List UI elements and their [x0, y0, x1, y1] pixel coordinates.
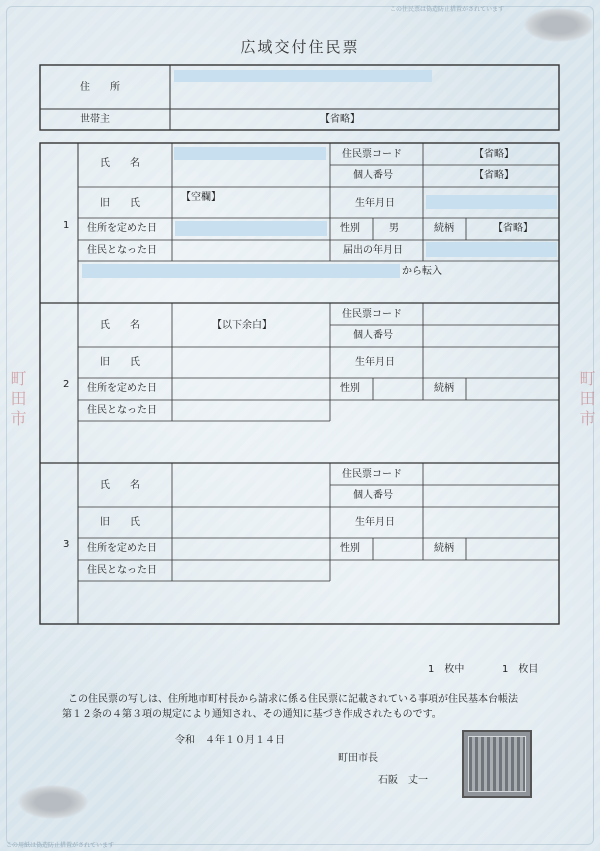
edge-text-bottom: この用紙は偽造防止措置がされています — [6, 842, 115, 849]
record-2-address-date-label: 住所を定めた日 — [87, 383, 157, 394]
record-3-sex-label: 性別 — [340, 543, 360, 554]
edge-text-top: この住民票は偽造防止措置がされています — [390, 6, 505, 13]
address-label: 住 所 — [80, 82, 120, 93]
record-1-sex-value: 男 — [389, 223, 399, 234]
record-1-became-resident-label: 住民となった日 — [87, 245, 157, 256]
document-title: 広域交付住民票 — [240, 38, 360, 56]
record-1-birth-date-label: 生年月日 — [355, 198, 395, 209]
issue-date: 令和 ４年１０月１４日 — [175, 735, 285, 746]
record-2-birth-date-label: 生年月日 — [355, 357, 395, 368]
record-1-relationship-label: 続柄 — [434, 223, 454, 234]
record-1-former-surname-label: 旧 氏 — [100, 198, 140, 209]
statement-line-1: この住民票の写しは、住所地市町村長から請求に係る住民票に記載されている事項が住民基本台帳法 — [68, 694, 518, 705]
record-2-name-label: 氏 名 — [100, 320, 140, 331]
record-1-sex-label: 性別 — [340, 223, 360, 234]
redacted-name — [174, 147, 326, 160]
sheet-total: 1 枚中 — [428, 664, 465, 675]
record-1-address-date-label: 住所を定めた日 — [87, 223, 157, 234]
record-2-resident-code-label: 住民票コード — [342, 309, 402, 320]
record-3-name-label: 氏 名 — [100, 480, 140, 491]
issuer-title: 町田市長 — [338, 753, 378, 764]
record-1-notification-date-label: 届出の年月日 — [343, 245, 403, 256]
sheet-number: 1 枚目 — [502, 664, 539, 675]
household-head-value: 【省略】 — [320, 114, 360, 125]
record-3-birth-date-label: 生年月日 — [355, 517, 395, 528]
record-2-relationship-label: 続柄 — [434, 383, 454, 394]
record-3-resident-code-label: 住民票コード — [342, 469, 402, 480]
record-1-personal-number-value: 【省略】 — [474, 170, 514, 181]
record-2-sex-label: 性別 — [340, 383, 360, 394]
record-2-former-surname-label: 旧 氏 — [100, 357, 140, 368]
record-3-relationship-label: 続柄 — [434, 543, 454, 554]
household-head-label: 世帯主 — [80, 114, 110, 125]
record-3-became-resident-label: 住民となった日 — [87, 565, 157, 576]
record-3-address-date-label: 住所を定めた日 — [87, 543, 157, 554]
statement-line-2: 第１２条の４第３項の規定により通知され、その通知に基づき作成されたものです。 — [62, 709, 442, 720]
record-3-personal-number-label: 個人番号 — [353, 490, 393, 501]
record-1-relationship-value: 【省略】 — [493, 223, 533, 234]
redacted-birth-date — [426, 195, 557, 209]
watermark-side-left: 町田市 — [8, 370, 27, 430]
redacted-address-date — [175, 221, 327, 236]
watermark-side-right: 町田市 — [577, 370, 596, 430]
record-1-resident-code-value: 【省略】 — [474, 149, 514, 160]
record-3-index: 3 — [63, 539, 70, 550]
record-2-became-resident-label: 住民となった日 — [87, 405, 157, 416]
redacted-previous-address — [82, 264, 400, 278]
record-2-index: 2 — [63, 379, 70, 390]
issuer-name: 石阪 丈一 — [378, 775, 428, 786]
record-1-move-in: から転入 — [402, 266, 442, 277]
record-2-personal-number-label: 個人番号 — [353, 330, 393, 341]
record-1-index: 1 — [63, 220, 70, 231]
redacted-address — [174, 70, 432, 82]
redacted-notification-date — [426, 242, 557, 257]
record-1-personal-number-label: 個人番号 — [353, 170, 393, 181]
record-1-former-surname-value: 【空欄】 — [181, 192, 221, 203]
record-2-name-value: 【以下余白】 — [212, 320, 272, 331]
official-seal-stamp — [462, 730, 532, 798]
record-3-former-surname-label: 旧 氏 — [100, 517, 140, 528]
record-1-name-label: 氏 名 — [100, 158, 140, 169]
record-1-resident-code-label: 住民票コード — [342, 149, 402, 160]
